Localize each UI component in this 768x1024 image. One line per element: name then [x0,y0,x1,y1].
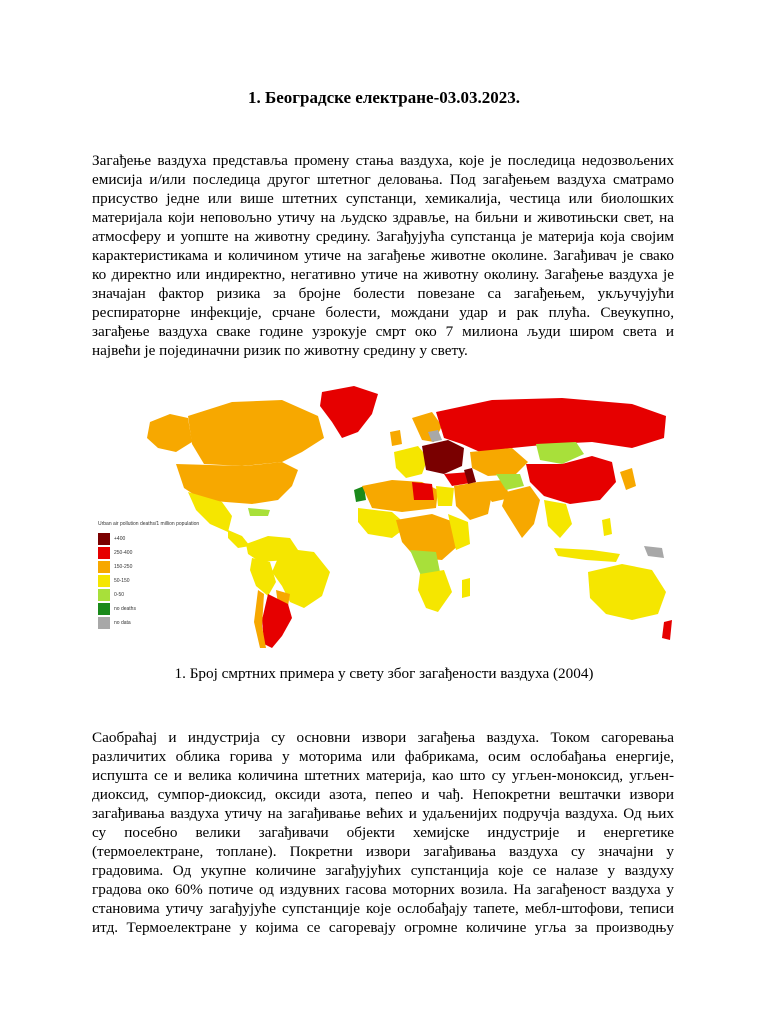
map-china [526,456,616,504]
map-se-asia [544,500,572,538]
legend-label: 50-150 [114,578,130,584]
paragraph-line: различитих облика горива у моторима или фабрикама, осим ослобађања енергије, [92,748,674,765]
legend-swatch [98,533,110,545]
paragraph-line: значајан фактор ризика за бројне болести повезане са загађењем, укључујући [92,285,674,302]
legend-item [98,574,199,588]
map-legend [98,521,199,630]
paragraph-line: највећи је појединачни ризик по животну средину у свету. [92,342,468,359]
map-new-zealand [662,620,672,640]
paragraph-line: испушта се и велика количина штетних материја, као што су угљен-моноксид, угљен- [92,767,674,784]
legend-label: no deaths [114,606,136,612]
legend-swatch [98,561,110,573]
legend-label: 150-250 [114,564,133,570]
paragraph-line: присуство једне или више штетних супстанци, хемикалија, честица или биолошких [92,190,674,207]
legend-label: 250-400 [114,550,133,556]
legend-swatch [98,575,110,587]
paragraph-line: диоксид, сумпор-диоксид, оксиди азота, пепео и чађ. Непокретни вештачки извори [92,786,674,803]
legend-item [98,546,199,560]
paragraph-line: градовима. Од укупне количине загађујућих супстанција које се налазе у ваздуху [92,862,674,879]
paragraph-line: градова око 60% потиче од издувних гасова моторних возила. На загађеност ваздуха у [92,881,674,898]
paragraph-line: респираторне инфекције, срчане болести, мождани удар и рак плућа. Свеукупно, [92,304,674,321]
paragraph-line: (термоелектране, топлане). Покретни извори загађивања ваздуха су значајни у [92,843,674,860]
legend-swatch [98,589,110,601]
map-indonesia [554,548,620,562]
paragraph-line: ко директно или индиректно, негативно утиче на животну околину. Загађење ваздуха је [92,266,674,283]
legend-label: 0-50 [114,592,125,598]
paragraph-line: карактеристикама и количином утиче на загађење животне околине. Загађивач је свако [92,247,674,264]
document-title: 1. Београдске електране-03.03.2023. [248,88,520,107]
map-canada [188,400,324,466]
paragraph-line: материјала који неповољно утичу на људско здравље, на биљни и животињски свет, на [92,209,674,226]
legend-label: no data [114,620,131,626]
map-peru [250,558,276,596]
map-southern-africa [418,570,452,612]
map-korea-japan [620,468,636,490]
map-png-no-data [644,546,664,558]
paragraph-line: загађивања ваздуха утичу на загађивање већих и удаљенијих подручја ваздуха. Од њих [92,805,674,822]
paragraph-line: атмосферу и уопште на животну средину. Загађујућа супстанца је материја која својим [92,228,674,245]
map-greenland [320,386,378,438]
legend-item [98,616,199,630]
paragraph-line: емисија и/или последица другог штетног деловања. Под загађењем ваздуха сматрамо [92,171,674,188]
legend-item [98,588,199,602]
map-egypt [436,486,454,506]
map-legend-title: Urban air pollution deaths/1 million population [98,521,200,527]
legend-swatch [98,547,110,559]
map-madagascar [462,578,470,598]
legend-item [98,602,199,616]
paragraph-line: су посебно велики загађивачи објекти хемијске индустрије и енергетике [92,824,674,841]
map-india [502,486,540,538]
paragraph-line: Саобраћај и индустрија су основни извори загађења ваздуха. Током сагоревања [92,729,674,746]
map-caribbean [248,508,270,516]
map-uk [390,430,402,446]
map-alaska [147,414,192,452]
legend-swatch [98,603,110,615]
legend-swatch [98,617,110,629]
figure-caption: 1. Број смртних примера у свету због загађености ваздуха (2004) [174,665,594,682]
map-eastern-europe [422,440,464,474]
paragraph-line: итд. Термоелектране у којима се сагоревају огромне количине угља за производњу [92,919,674,936]
legend-label: +400 [114,536,126,542]
paragraph-line: Загађење ваздуха представља промену стања ваздуха, које је последица недозвољених [92,152,674,169]
legend-item [98,560,199,574]
intro-paragraph [92,151,674,360]
paragraph-line: становима утичу загађујуће супстанције које ослобађају тапете, мебл-штофови, теписи [92,900,674,917]
map-australia [588,564,666,620]
map-libya [412,482,434,500]
paragraph-line: загађење ваздуха сваке године узрокује смрт око 7 милиона људи широм света и [92,323,674,340]
sources-paragraph [92,728,674,937]
legend-item [98,532,199,546]
map-kazakhstan [470,448,528,476]
map-philippines [602,518,612,536]
